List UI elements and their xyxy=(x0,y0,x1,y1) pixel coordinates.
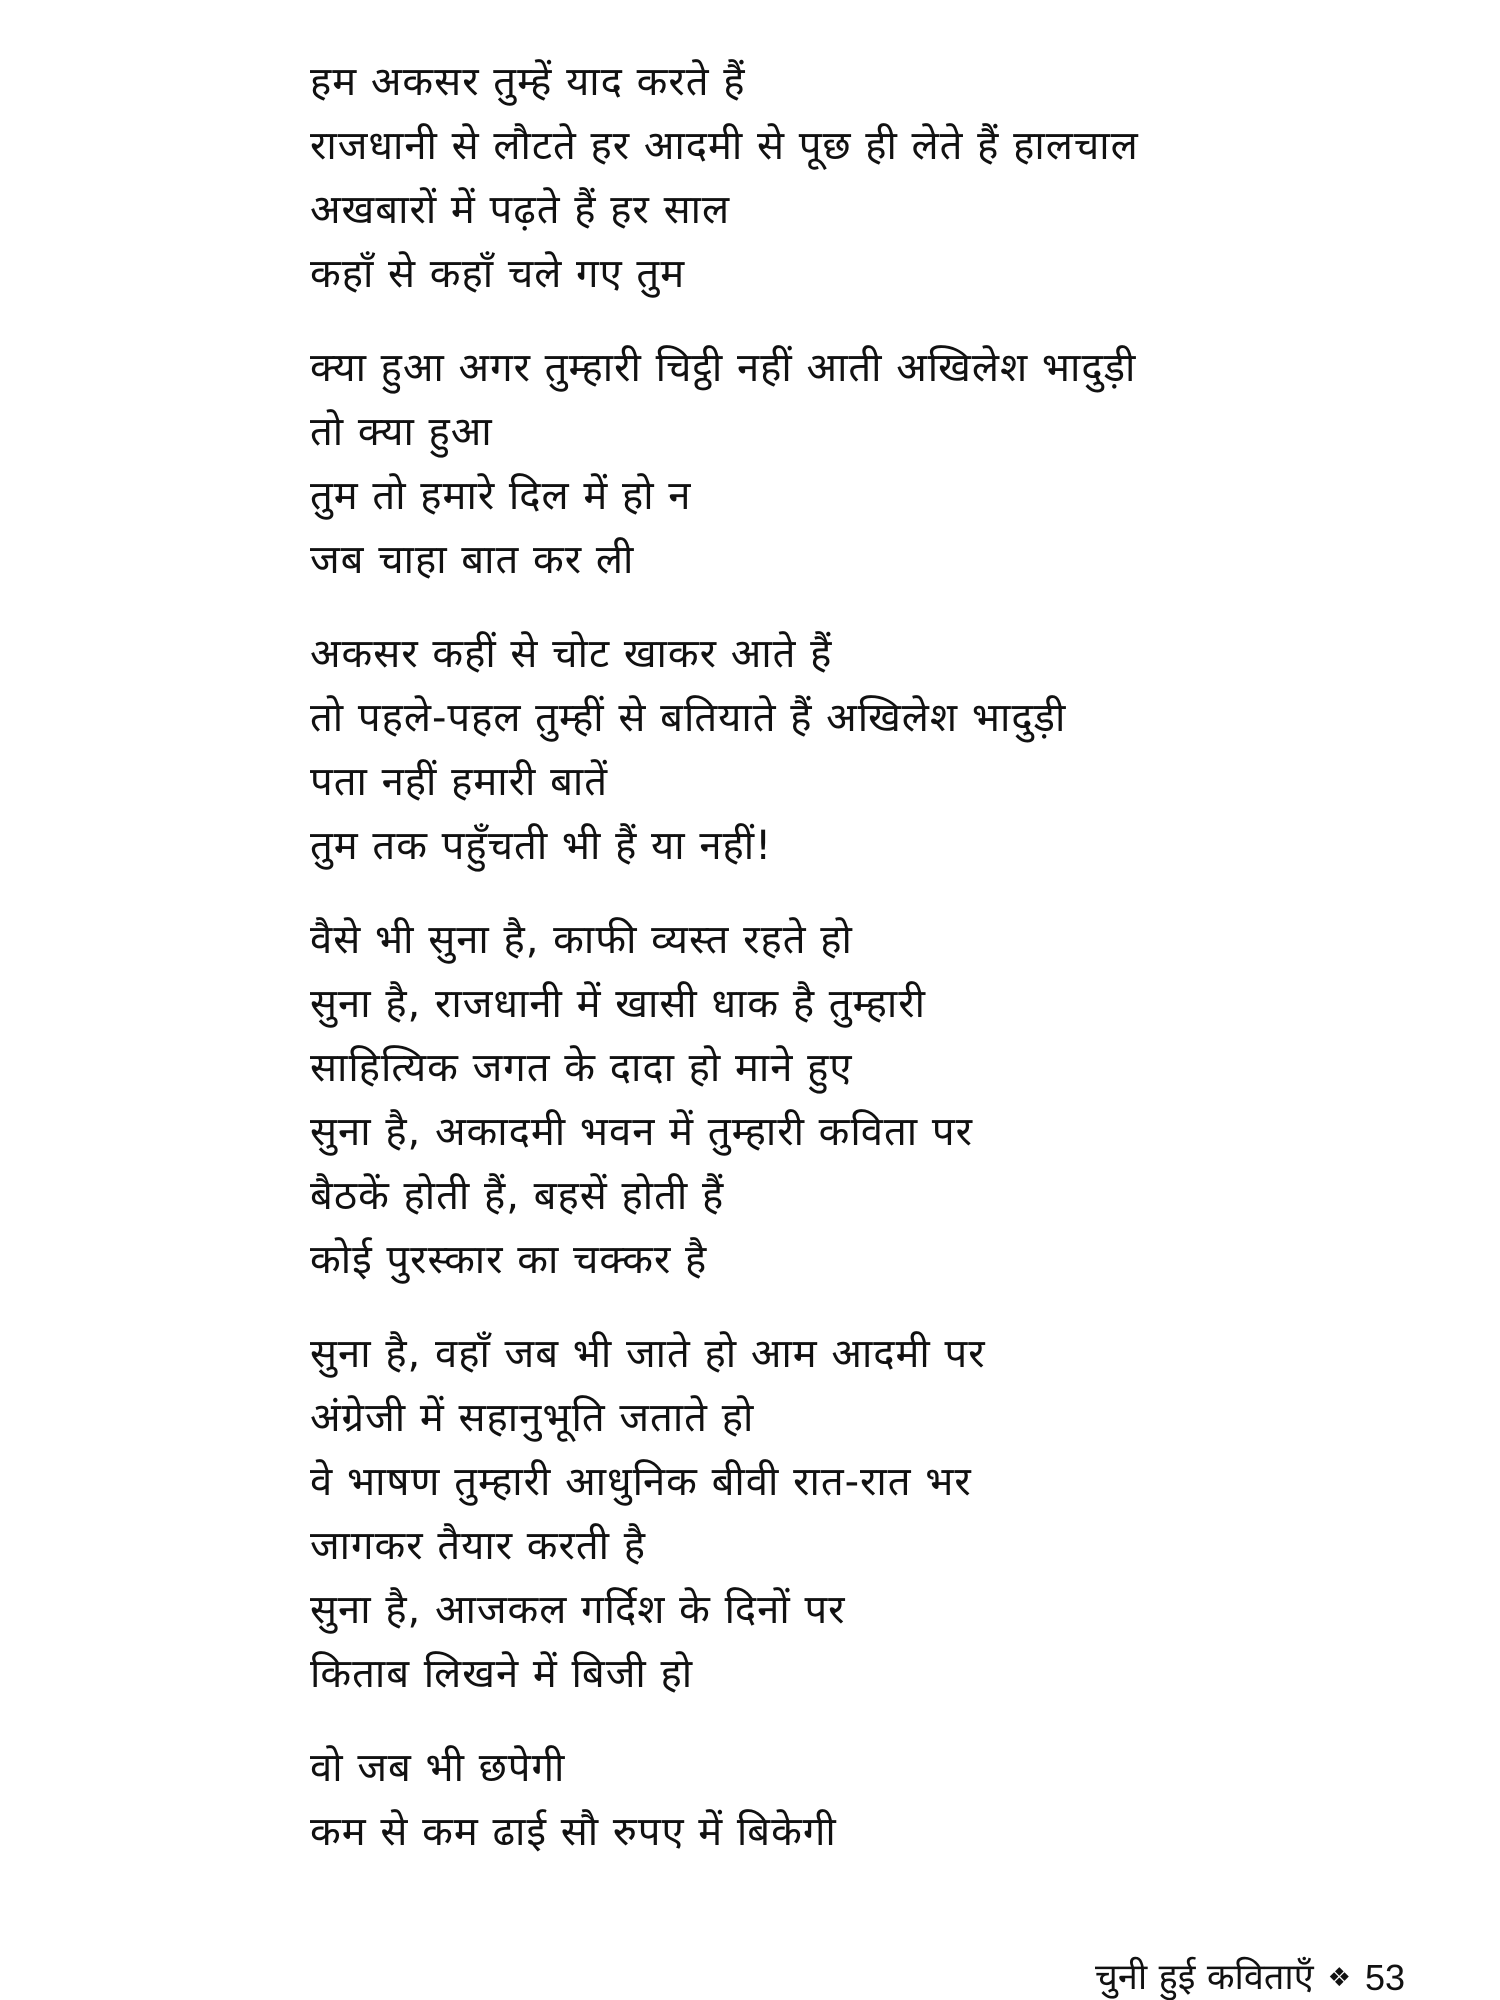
poem-body xyxy=(310,50,1430,1894)
poem-line: किताब लिखने में बिजी हो xyxy=(310,1651,694,1697)
diamond-separator-icon: ❖ xyxy=(1327,1963,1351,1993)
poem-line: सुना है, अकादमी भवन में तुम्हारी कविता पर xyxy=(310,1109,973,1155)
poem-line: सुना है, आजकल गर्दिश के दिनों पर xyxy=(310,1587,846,1633)
stanza-4 xyxy=(310,908,1430,1292)
poem-line: अकसर कहीं से चोट खाकर आते हैं xyxy=(310,631,833,677)
stanza-3 xyxy=(310,622,1430,878)
poem-line: तुम तो हमारे दिल में हो न xyxy=(310,473,692,519)
book-title: चुनी हुई कविताएँ xyxy=(1095,1957,1314,1998)
poem-line: तुम तक पहुँचती भी हैं या नहीं! xyxy=(310,823,773,869)
poem-line: पता नहीं हमारी बातें xyxy=(310,759,609,805)
poem-line: सुना है, राजधानी में खासी धाक है तुम्हारी xyxy=(310,981,926,1027)
poem-line: वैसे भी सुना है, काफी व्यस्त रहते हो xyxy=(310,917,853,963)
page-footer xyxy=(1095,1958,1405,1998)
poem-line: वे भाषण तुम्हारी आधुनिक बीवी रात-रात भर xyxy=(310,1459,972,1505)
poem-line: साहित्यिक जगत के दादा हो माने हुए xyxy=(310,1045,853,1091)
poem-line: कोई पुरस्कार का चक्कर है xyxy=(310,1237,708,1283)
poem-line: तो क्या हुआ xyxy=(310,409,493,455)
stanza-1 xyxy=(310,50,1430,306)
poem-line: क्या हुआ अगर तुम्हारी चिट्ठी नहीं आती अखिलेश भादुड़ी xyxy=(310,345,1137,391)
poem-line: कहाँ से कहाँ चले गए तुम xyxy=(310,251,686,297)
poem-line: तो पहले-पहल तुम्हीं से बतियाते हैं अखिलेश भादुड़ी xyxy=(310,695,1067,741)
poem-line: जब चाहा बात कर ली xyxy=(310,537,635,583)
poem-line: अखबारों में पढ़ते हैं हर साल xyxy=(310,187,731,233)
poem-line: अंग्रेजी में सहानुभूति जताते हो xyxy=(310,1395,755,1441)
poem-line: हम अकसर तुम्हें याद करते हैं xyxy=(310,59,746,105)
poem-line: जागकर तैयार करती है xyxy=(310,1523,646,1569)
stanza-5 xyxy=(310,1322,1430,1706)
poem-line: बैठकें होती हैं, बहसें होती हैं xyxy=(310,1173,725,1219)
poem-line: कम से कम ढाई सौ रुपए में बिकेगी xyxy=(310,1809,837,1855)
stanza-2 xyxy=(310,336,1430,592)
poem-line: राजधानी से लौटते हर आदमी से पूछ ही लेते हैं हालचाल xyxy=(310,123,1139,169)
page-number: 53 xyxy=(1364,1957,1405,1998)
poem-line: वो जब भी छपेगी xyxy=(310,1745,566,1791)
stanza-6 xyxy=(310,1736,1430,1864)
poem-line: सुना है, वहाँ जब भी जाते हो आम आदमी पर xyxy=(310,1331,986,1377)
